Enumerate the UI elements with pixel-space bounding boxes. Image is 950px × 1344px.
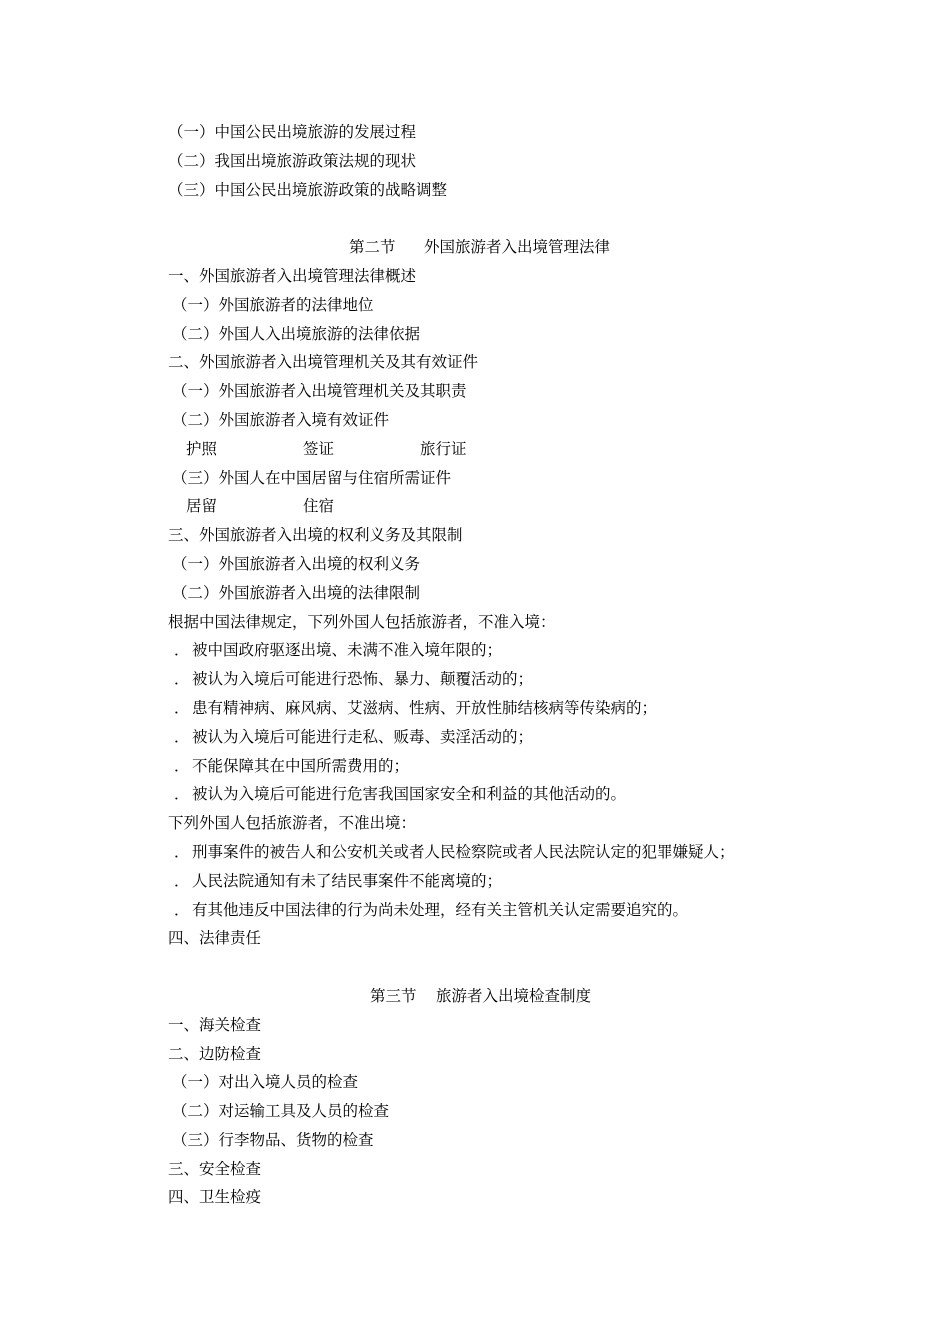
outline-item: 二、外国旅游者入出境管理机关及其有效证件	[168, 353, 479, 372]
bullet-item	[168, 723, 808, 752]
bullet-text: 被认为入境后可能进行危害我国国家安全和利益的其他活动的。	[192, 785, 627, 804]
bullet-item	[168, 636, 808, 665]
outline-item: （一）外国旅游者入出境的权利义务	[172, 554, 421, 573]
bullet-text: 人民法院通知有未了结民事案件不能离境的；	[192, 871, 503, 890]
outline-item: 三、外国旅游者入出境的权利义务及其限制	[168, 526, 463, 545]
paragraph: 下列外国人包括旅游者，不准出境：	[168, 814, 417, 833]
bullet-text: 被中国政府驱逐出境、未满不准入境年限的；	[192, 641, 503, 660]
outline-item: （二）外国旅游者入出境的法律限制	[172, 583, 421, 602]
paragraph: 根据中国法律规定，下列外国人包括旅游者，不准入境：	[168, 612, 556, 631]
document-content	[168, 118, 808, 1212]
section-title: 旅游者入出境检查制度	[436, 986, 592, 1005]
outline-item: 四、卫生检疫	[168, 1188, 262, 1207]
bullet-item	[168, 780, 808, 809]
outline-item: （三）行李物品、货物的检查	[172, 1130, 374, 1149]
bullet-mark: ．	[174, 842, 190, 861]
outline-item: 二、边防检查	[168, 1044, 262, 1063]
outline-item: （三）外国人在中国居留与住宿所需证件	[172, 468, 452, 487]
section-title: 外国旅游者入出境管理法律	[424, 238, 611, 257]
bullet-text: 患有精神病、麻风病、艾滋病、性病、开放性肺结核病等传染病的；	[192, 698, 658, 717]
spacer	[168, 953, 808, 982]
outline-item: （二）对运输工具及人员的检查	[172, 1102, 390, 1121]
outline-item: （二）外国人入出境旅游的法律依据	[172, 324, 421, 343]
bullet-item	[168, 867, 808, 896]
bullet-mark: ．	[174, 670, 190, 689]
document-types-row	[168, 435, 808, 464]
bullet-text: 被认为入境后可能进行走私、贩毒、卖淫活动的；	[192, 727, 534, 746]
document-type: 旅行证	[420, 439, 467, 458]
section-number: 第二节	[349, 238, 396, 257]
document-type: 护照	[186, 439, 218, 458]
section-heading	[168, 233, 808, 262]
residence-type: 住宿	[303, 497, 335, 516]
residence-types-row	[168, 492, 808, 521]
outline-item: （一）外国旅游者入出境管理机关及其职责	[172, 382, 467, 401]
bullet-item	[168, 665, 808, 694]
bullet-item	[168, 896, 808, 925]
bullet-text: 不能保障其在中国所需费用的；	[192, 756, 410, 775]
document-type: 签证	[303, 439, 335, 458]
bullet-mark: ．	[174, 871, 190, 890]
bullet-mark: ．	[174, 900, 190, 919]
residence-type: 居留	[186, 497, 218, 516]
list-item: （一）中国公民出境旅游的发展过程	[168, 123, 417, 141]
outline-item: （二）外国旅游者入境有效证件	[172, 410, 390, 429]
outline-item: 四、法律责任	[168, 929, 262, 948]
bullet-mark: ．	[174, 641, 190, 660]
bullet-mark: ．	[174, 756, 190, 775]
outline-item: 一、海关检查	[168, 1015, 262, 1034]
bullet-mark: ．	[174, 785, 190, 804]
outline-item: 一、外国旅游者入出境管理法律概述	[168, 266, 417, 285]
outline-item: 三、安全检查	[168, 1159, 262, 1178]
bullet-item	[168, 838, 808, 867]
spacer	[168, 204, 808, 233]
section-number: 第三节	[370, 986, 417, 1005]
bullet-item	[168, 694, 808, 723]
section-heading	[168, 982, 808, 1011]
list-item: （二）我国出境旅游政策法规的现状	[168, 151, 417, 170]
list-item: （三）中国公民出境旅游政策的战略调整	[168, 180, 448, 199]
outline-item: （一）对出入境人员的检查	[172, 1073, 359, 1092]
bullet-text: 刑事案件的被告人和公安机关或者人民检察院或者人民法院认定的犯罪嫌疑人；	[192, 842, 735, 861]
outline-item: （一）外国旅游者的法律地位	[172, 295, 374, 314]
bullet-mark: ．	[174, 727, 190, 746]
bullet-item	[168, 752, 808, 781]
bullet-text: 有其他违反中国法律的行为尚未处理，经有关主管机关认定需要追究的。	[192, 900, 689, 919]
bullet-text: 被认为入境后可能进行恐怖、暴力、颠覆活动的；	[192, 670, 534, 689]
bullet-mark: ．	[174, 698, 190, 717]
